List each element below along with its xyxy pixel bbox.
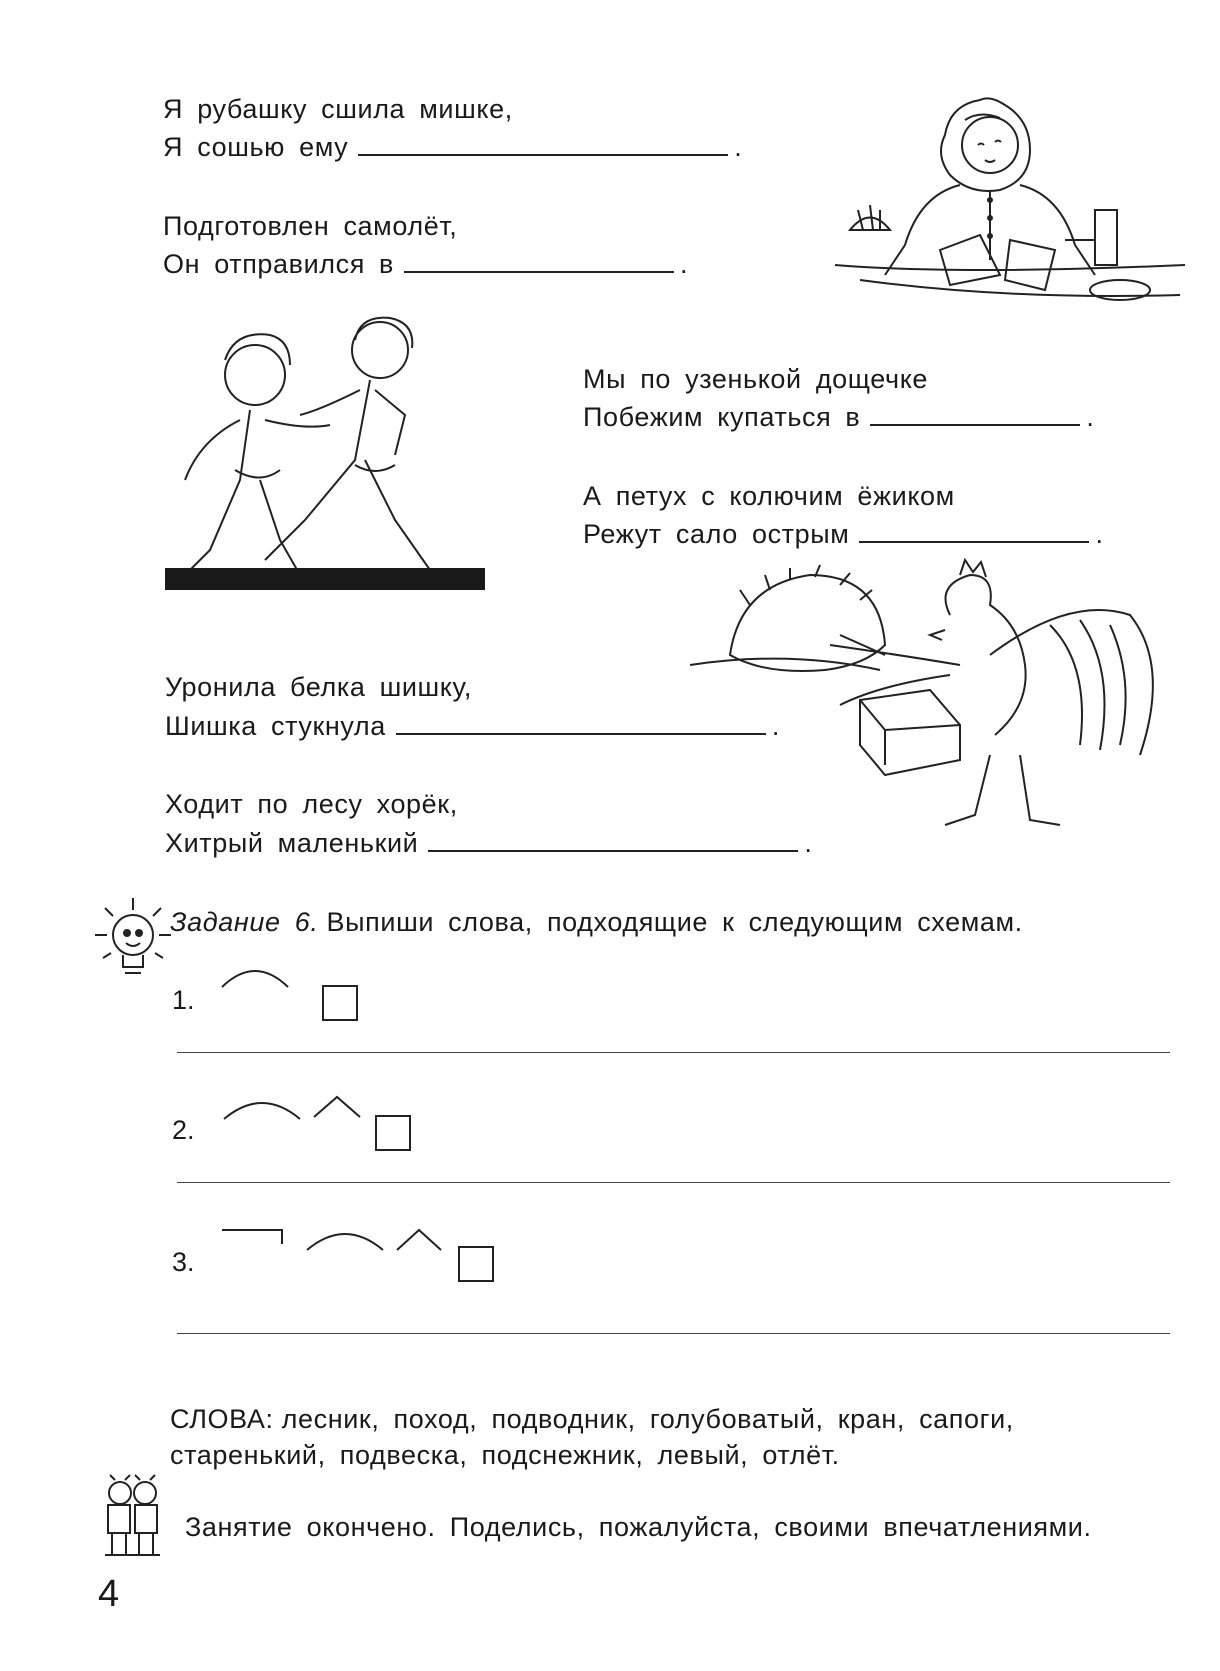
- answer-blank[interactable]: [404, 251, 674, 273]
- suffix-mark-icon: [312, 1095, 362, 1125]
- scheme-number: 1.: [172, 985, 195, 1015]
- task-label: Задание 6.: [170, 907, 319, 937]
- ending-mark-icon: [375, 1115, 411, 1151]
- poem6-line1: Ходит по лесу хорёк,: [165, 789, 458, 819]
- kids-icon: [100, 1475, 165, 1565]
- lightbulb-icon: [93, 893, 173, 988]
- closing-text: Занятие окончено. Поделись, пожалуйста, своими впечатлениями.: [185, 1512, 1092, 1542]
- root-mark-icon: [220, 965, 290, 995]
- answer-line[interactable]: [177, 1182, 1170, 1183]
- poem5-line2: Шишка стукнула .: [165, 711, 780, 741]
- boys-running-illustration: [165, 320, 505, 615]
- answer-blank[interactable]: [870, 404, 1080, 426]
- poem3-line1: Мы по узенькой дощечке: [583, 364, 929, 394]
- prefix-mark-icon: [220, 1228, 285, 1258]
- root-mark-icon: [222, 1097, 302, 1127]
- poem3-line2: Побежим купаться в .: [583, 402, 1095, 432]
- answer-line[interactable]: [177, 1052, 1170, 1053]
- scheme-number: 2.: [172, 1115, 195, 1145]
- ending-mark-icon: [322, 985, 358, 1021]
- answer-blank[interactable]: [396, 713, 766, 735]
- task-text: Выпиши слова, подходящие к следующим схемам.: [326, 907, 1023, 937]
- suffix-mark-icon: [395, 1228, 443, 1258]
- words-line2: старенький, подвеска, подснежник, левый, отлёт.: [170, 1440, 840, 1470]
- poem4-line2: Режут сало острым .: [583, 519, 1104, 549]
- poem4-line1: А петух с колючим ёжиком: [583, 481, 955, 511]
- task-header: [170, 903, 1023, 941]
- root-mark-icon: [305, 1228, 385, 1258]
- poem5-line1: Уронила белка шишку,: [165, 672, 473, 702]
- poem1-line1: Я рубашку сшила мишке,: [163, 94, 513, 124]
- answer-blank[interactable]: [428, 830, 798, 852]
- words-line1: СЛОВА: лесник, поход, подводник, голубоватый, кран, сапоги,: [170, 1404, 1014, 1434]
- scheme-number: 3.: [172, 1247, 195, 1277]
- poem2-line1: Подготовлен самолёт,: [163, 211, 458, 241]
- page-number: 4: [98, 1573, 120, 1615]
- seamstress-illustration: [830, 90, 1190, 325]
- answer-blank[interactable]: [859, 521, 1089, 543]
- poem2-line2: Он отправился в .: [163, 249, 689, 279]
- answer-blank[interactable]: [358, 134, 728, 156]
- answer-line[interactable]: [177, 1333, 1170, 1334]
- words-label: СЛОВА:: [170, 1404, 274, 1434]
- poem1-line2: Я сошью ему .: [163, 132, 743, 162]
- poem6-line2: Хитрый маленький .: [165, 828, 813, 858]
- ending-mark-icon: [458, 1246, 494, 1282]
